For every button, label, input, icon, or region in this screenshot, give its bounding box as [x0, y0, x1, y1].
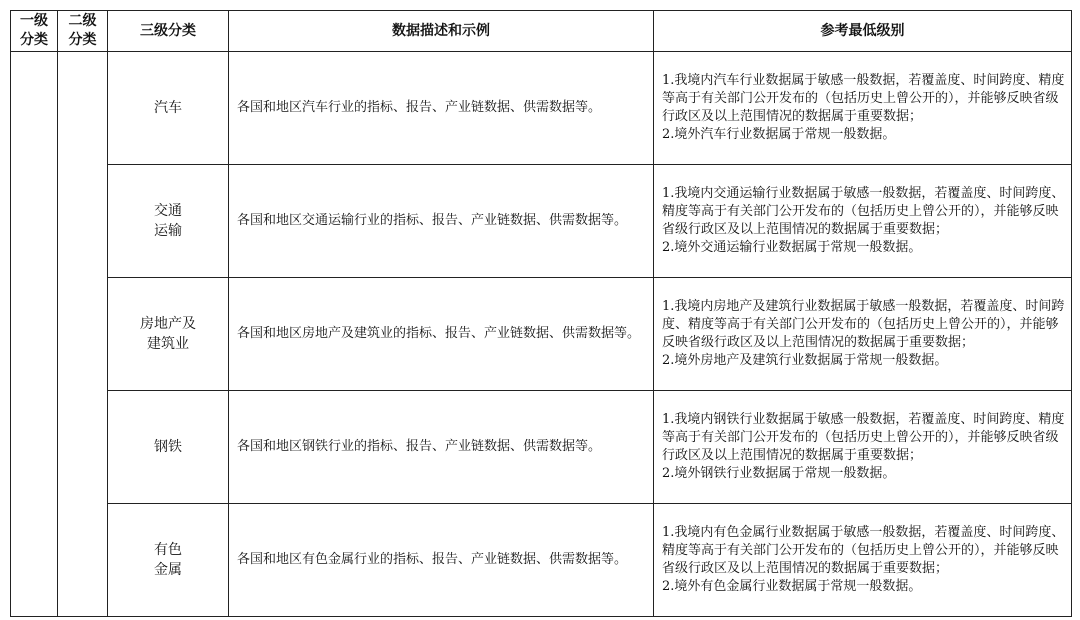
min-level-rule-1: 1.我境内房地产及建筑行业数据属于敏感一般数据，若覆盖度、时间跨度、精度等高于有关部门公开发布的（包括历史上曾公开的），并能够反映省级行政区及以上范围情况的数据属于重要数据； — [662, 299, 1065, 350]
description-cell: 各国和地区交通运输行业的指标、报告、产业链数据、供需数据等。 — [229, 165, 654, 278]
min-level-rule-1: 1.我境内有色金属行业数据属于敏感一般数据，若覆盖度、时间跨度、精度等高于有关部门公开发布的（包括历史上曾公开的），并能够反映省级行政区及以上范围情况的数据属于重要数据； — [662, 525, 1065, 576]
min-level-cell — [654, 278, 1072, 391]
min-level-rule-2: 2.境外钢铁行业数据属于常规一般数据。 — [662, 466, 896, 481]
table-row — [11, 278, 1072, 391]
header-level2-category — [58, 11, 108, 52]
level1-category-cell — [11, 52, 58, 617]
header-level1-line1: 一级 — [20, 13, 48, 29]
table-header-row — [11, 11, 1072, 52]
category-text: 房地产及 建筑业 — [140, 316, 196, 352]
min-level-cell — [654, 52, 1072, 165]
description-cell: 各国和地区钢铁行业的指标、报告、产业链数据、供需数据等。 — [229, 391, 654, 504]
table-row — [11, 504, 1072, 617]
min-level-rule-2: 2.境外交通运输行业数据属于常规一般数据。 — [662, 240, 922, 255]
category-text: 交通 运输 — [154, 203, 182, 239]
category-cell — [108, 165, 229, 278]
category-cell — [108, 278, 229, 391]
min-level-rule-2: 2.境外房地产及建筑行业数据属于常规一般数据。 — [662, 353, 948, 368]
category-text: 钢铁 — [154, 439, 182, 455]
header-level2-line1: 二级 — [68, 13, 97, 29]
min-level-cell — [654, 391, 1072, 504]
header-level1-category — [11, 11, 58, 52]
min-level-cell — [654, 504, 1072, 617]
category-cell — [108, 52, 229, 165]
description-cell: 各国和地区汽车行业的指标、报告、产业链数据、供需数据等。 — [229, 52, 654, 165]
header-min-level: 参考最低级别 — [654, 11, 1072, 52]
min-level-rule-1: 1.我境内汽车行业数据属于敏感一般数据，若覆盖度、时间跨度、精度等高于有关部门公开发布的（包括历史上曾公开的），并能够反映省级行政区及以上范围情况的数据属于重要数据； — [662, 73, 1065, 124]
category-cell — [108, 504, 229, 617]
description-cell: 各国和地区有色金属行业的指标、报告、产业链数据、供需数据等。 — [229, 504, 654, 617]
level2-category-cell — [58, 52, 108, 617]
header-description: 数据描述和示例 — [229, 11, 654, 52]
min-level-rule-2: 2.境外有色金属行业数据属于常规一般数据。 — [662, 579, 922, 594]
header-level2-line2: 分类 — [68, 32, 97, 48]
category-text: 汽车 — [154, 100, 182, 116]
min-level-rule-1: 1.我境内钢铁行业数据属于敏感一般数据，若覆盖度、时间跨度、精度等高于有关部门公开发布的（包括历史上曾公开的），并能够反映省级行政区及以上范围情况的数据属于重要数据； — [662, 412, 1065, 463]
header-level3-category: 三级分类 — [108, 11, 229, 52]
table-row — [11, 391, 1072, 504]
data-classification-table — [10, 10, 1072, 617]
min-level-rule-2: 2.境外汽车行业数据属于常规一般数据。 — [662, 127, 896, 142]
min-level-cell — [654, 165, 1072, 278]
table-row — [11, 165, 1072, 278]
table-row — [11, 52, 1072, 165]
header-level1-line2: 分类 — [20, 32, 48, 48]
min-level-rule-1: 1.我境内交通运输行业数据属于敏感一般数据，若覆盖度、时间跨度、精度等高于有关部门公开发布的（包括历史上曾公开的），并能够反映省级行政区及以上范围情况的数据属于重要数据； — [662, 186, 1065, 237]
category-text: 有色 金属 — [154, 542, 182, 578]
category-cell — [108, 391, 229, 504]
description-cell: 各国和地区房地产及建筑业的指标、报告、产业链数据、供需数据等。 — [229, 278, 654, 391]
